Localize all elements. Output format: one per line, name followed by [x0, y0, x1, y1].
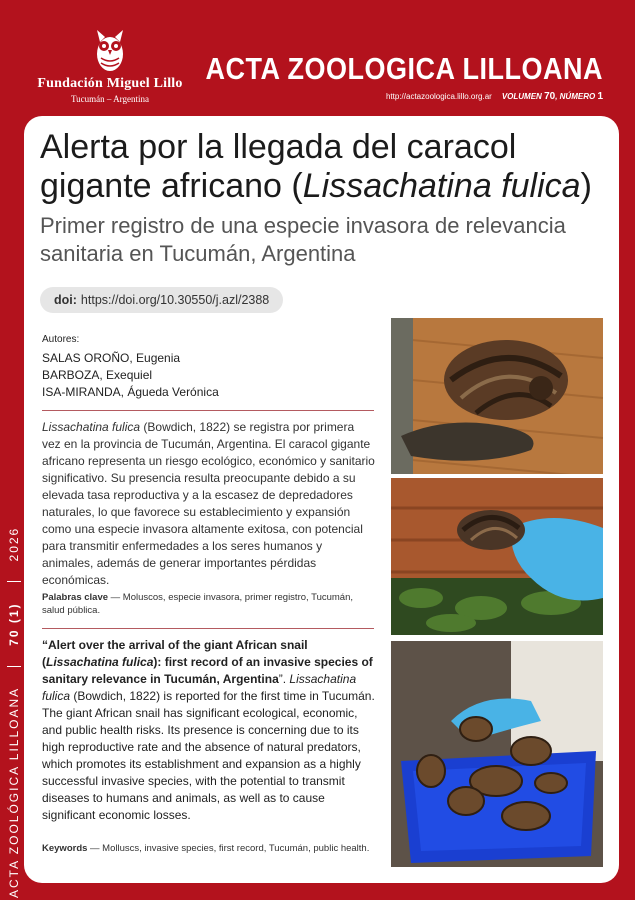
authors-label: Autores: — [42, 334, 80, 345]
issue-label: NÚMERO — [559, 92, 596, 101]
volume-info: VOLUMEN 70, NÚMERO 1 — [501, 91, 603, 102]
doi-link[interactable]: https://doi.org/10.30550/j.azl/2388 — [80, 293, 270, 307]
issue-number: 1 — [597, 91, 603, 102]
divider — [42, 410, 374, 411]
keywords-spanish: Palabras clave — Moluscos, especie invasora, primer registro, Tucumán, salud pública. — [42, 592, 354, 616]
divider — [42, 628, 374, 629]
publisher-logo — [30, 28, 190, 104]
sidebar-journal-name: ACTA ZOOLÓGICA LILLOANA — [7, 686, 21, 898]
journal-meta — [386, 91, 603, 102]
sidebar-divider — [7, 581, 21, 582]
owl-icon — [93, 28, 127, 74]
snail-photo-wood — [391, 318, 603, 474]
keywords-english: Keywords — Molluscs, invasive species, first record, Tucumán, public health. — [42, 843, 370, 854]
sidebar-issue: 70 (1) — [7, 602, 21, 646]
publisher-name: Fundación Miguel Lillo — [37, 76, 183, 91]
doi-badge[interactable] — [40, 287, 283, 313]
author-name: SALAS OROÑO, Eugenia — [42, 351, 181, 365]
sidebar-year: 2026 — [7, 526, 21, 562]
abstract-english: “Alert over the arrival of the giant African snail (Lissachatina fulica): first record of an invasive species of sanitary relevance in Tucumán, Argentina”. Lissachatina fulica (Bowdich, 1822) is reported for the first time in Tucumán. The giant African snail has significant ecological, economic, and public health risks. Its presence is concerning due to its high reproductive rate and the absence of natural predators, which promotes its establishment and expansion as a highly successful invasive species, with the potential to transmit diseases to humans and animals, as well as to cause significant economic losses. — [42, 638, 375, 822]
snails-photo-container — [391, 641, 603, 867]
volume-number: 70 — [544, 91, 556, 102]
sidebar-divider — [7, 666, 21, 667]
snail-photo-glove — [391, 478, 603, 635]
author-name: ISA-MIRANDA, Águeda Verónica — [42, 385, 219, 399]
authors-list — [42, 350, 376, 401]
vertical-sidebar — [3, 298, 25, 898]
abstract-spanish: Lissachatina fulica (Bowdich, 1822) se registra por primera vez en la provincia de Tucumán, Argentina. El caracol gigante africano representa un riesgo ecológico, económico y sanitario significativo. Su presencia resulta preocupante debido a su elevada tasa reproductiva y a la escasez de depredadores naturales, lo que favorece su establecimiento y expansión como una especie invasora altamente exitosa, con potencial para transmitir enfermedades a los seres humanos y animales, además de generar importantes pérdidas económicas. — [42, 420, 375, 587]
doi-label: doi: — [54, 293, 77, 307]
article-title: Alerta por la llegada del caracol gigante africano (Lissachatina fulica) — [40, 128, 592, 205]
article-subtitle: Primer registro de una especie invasora de relevancia sanitaria en Tucumán, Argentina — [40, 213, 566, 266]
author-name: BARBOZA, Exequiel — [42, 368, 153, 382]
volume-label: VOLUMEN — [501, 92, 542, 101]
publisher-place: Tucumán – Argentina — [71, 94, 149, 104]
journal-title: ACTA ZOOLOGICA LILLOANA — [205, 52, 603, 86]
journal-url[interactable]: http://actazoologica.lillo.org.ar — [385, 92, 492, 101]
